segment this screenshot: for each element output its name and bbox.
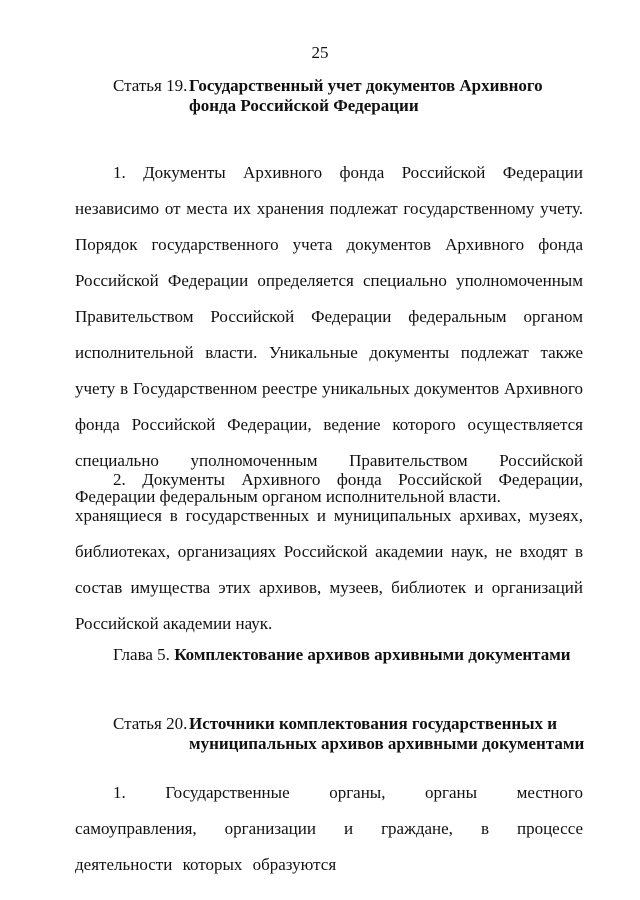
chapter-5-label: Глава 5. bbox=[113, 645, 170, 664]
article-20-title-line-1: Источники комплектования государственных и bbox=[189, 714, 558, 733]
page-number: 25 bbox=[311, 43, 329, 62]
article-19-paragraph-1: 1. Документы Архивного фонда Российской Федерации независимо от места их хранения подлежат государственному учету. Порядок государственного учета документов Архивного фонда Российской Федерации определяется специально уполномоченным Правительством Российской Федерации федеральным органом исполнительной власти. Уникальные документы подлежат также учету в Государственном реестре уникальных документов Архивного фонда Российской Федерации, ведение которого осуществляется специально уполномоченным Правительством Российской Федерации федеральным органом исполнительной власти. bbox=[75, 163, 583, 506]
chapter-5-title: Комплектование архивов архивными документами bbox=[174, 645, 571, 664]
article-20-label: Статья 20. bbox=[113, 714, 188, 733]
article-20-heading bbox=[113, 714, 585, 754]
chapter-5-heading bbox=[113, 645, 573, 667]
article-19-label: Статья 19. bbox=[113, 76, 188, 95]
article-20-paragraph-1: 1. Государственные органы, органы местного самоуправления, организации и граждане, в процессе деятельности которых образуются bbox=[75, 783, 583, 874]
article-19-heading bbox=[113, 76, 543, 116]
article-19-title bbox=[189, 76, 543, 116]
article-19-title-line-2: фонда Российской Федерации bbox=[189, 96, 419, 115]
article-19-paragraph-2: 2. Документы Архивного фонда Российской Федерации, хранящиеся в государственных и муниципальных архивах, музеях, библиотеках, организациях Российской академии наук, не входят в состав имущества этих архивов, музеев, библиотек и организаций Российской академии наук. bbox=[75, 470, 583, 633]
article-20-title-line-2: муниципальных архивов архивными документами bbox=[189, 734, 585, 753]
article-19-title-line-1: Государственный учет документов Архивного bbox=[189, 76, 543, 95]
article-20-title bbox=[189, 714, 584, 754]
